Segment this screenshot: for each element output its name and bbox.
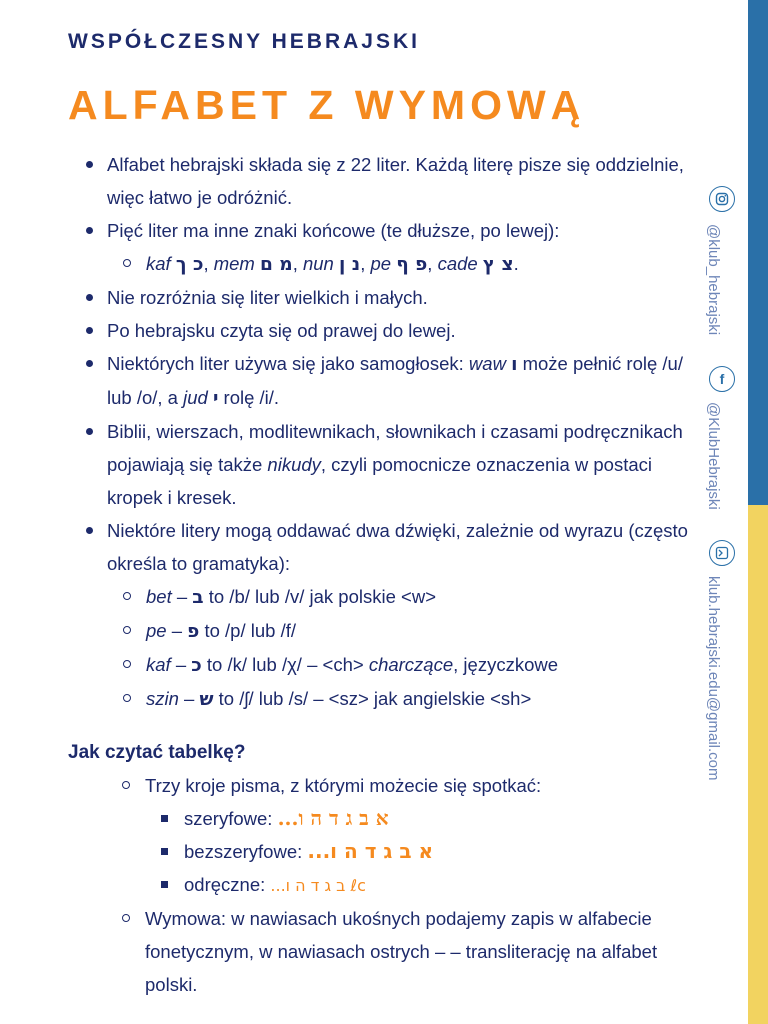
sound-desc: to /k/ lub /χ/ – <ch> bbox=[206, 654, 364, 675]
email-address[interactable]: klub.hebrajski.edu@gmail.com bbox=[705, 576, 722, 781]
section-heading: Jak czytać tabelkę? bbox=[68, 742, 246, 763]
hebrew-letter: ב bbox=[192, 587, 204, 608]
list-item bbox=[106, 902, 708, 1001]
letter-name: kaf bbox=[146, 654, 171, 675]
hebrew-letter: ו bbox=[511, 354, 518, 375]
main-content bbox=[68, 148, 708, 1001]
font-label: szeryfowe: bbox=[184, 808, 273, 829]
list-item bbox=[145, 868, 708, 902]
sound-desc: to /p/ lub /f/ bbox=[204, 620, 296, 641]
sound-desc: to /b/ lub /v/ jak polskie <w> bbox=[208, 586, 436, 607]
sidebar-blue-bar bbox=[748, 0, 768, 505]
bullet-text: rolę /i/. bbox=[218, 387, 280, 408]
bullet-text: Biblii, wierszach, modlitewnikach, słownikach i czasami podręcznikach pojawiają się także bbox=[107, 421, 683, 475]
letter-name: waw bbox=[468, 353, 506, 374]
final-name: pe bbox=[370, 253, 392, 274]
list-item: pe – פ to /p/ lub /f/ bbox=[107, 614, 708, 648]
list-item bbox=[68, 514, 708, 716]
list-item: kaf כ ך, mem מ ם, nun נ ן, pe פ ף, cade צ ץ. bbox=[107, 247, 708, 281]
letter-name: bet bbox=[146, 586, 172, 607]
instagram-handle[interactable]: @klub_hebrajski bbox=[705, 224, 722, 336]
hebrew-letters: כ ך bbox=[175, 254, 204, 275]
bullet-text: , czyli pomocnicze oznaczenia w postaci kropek i kresek. bbox=[107, 454, 653, 508]
sounds-list bbox=[107, 580, 708, 716]
fonts-list bbox=[145, 802, 708, 902]
bullet-text: Niektórych liter używa się jako samogłosek: bbox=[107, 353, 469, 374]
hebrew-letters: פ ף bbox=[396, 254, 428, 275]
list-item: szin – ש to /ʃ/ lub /s/ – <sz> jak angielskie <sh> bbox=[107, 682, 708, 716]
final-name: kaf bbox=[146, 253, 171, 274]
list-item bbox=[68, 347, 708, 415]
hebrew-letters: צ ץ bbox=[482, 254, 514, 275]
page-title: ALFABET Z WYMOWĄ bbox=[68, 82, 586, 128]
table-help-list bbox=[106, 769, 708, 1001]
bullet-text: Po hebrajsku czyta się od prawej do lewej. bbox=[107, 320, 456, 341]
hebrew-letters: נ ן bbox=[339, 254, 361, 275]
font-label: bezszeryfowe: bbox=[184, 841, 303, 862]
letter-name: szin bbox=[146, 688, 179, 709]
sound-desc: to /ʃ/ lub /s/ – <sz> jak angielskie <sh> bbox=[218, 688, 532, 709]
final-letters-list bbox=[107, 247, 708, 281]
list-item: kaf – כ to /k/ lub /χ/ – <ch> charczące, języczkowe bbox=[107, 648, 708, 682]
list-item bbox=[68, 214, 708, 281]
hebrew-letter: ש bbox=[199, 689, 214, 710]
social-sidebar bbox=[704, 180, 744, 820]
list-item bbox=[68, 148, 708, 214]
list-item bbox=[106, 769, 708, 902]
hebrew-letter: כ bbox=[191, 655, 202, 676]
final-name: nun bbox=[302, 253, 334, 274]
main-list bbox=[68, 148, 708, 716]
sound-desc-extra: , języczkowe bbox=[453, 654, 559, 675]
list-item bbox=[68, 314, 708, 347]
font-label: odręczne: bbox=[184, 874, 266, 895]
list-item bbox=[68, 281, 708, 314]
sidebar-yellow-bar bbox=[748, 505, 768, 1024]
final-name: cade bbox=[437, 253, 478, 274]
font-sample: א ב ג ד ה ו... bbox=[307, 839, 434, 863]
bullet-text: Alfabet hebrajski składa się z 22 liter. Każdą literę pisze się oddzielnie, więc łatwo je odróżnić. bbox=[107, 154, 684, 208]
bullet-text: Nie rozróżnia się liter wielkich i małych. bbox=[107, 287, 428, 308]
bullet-text: Trzy kroje pisma, z którymi możecie się spotkać: bbox=[145, 775, 542, 796]
letter-name: jud bbox=[183, 387, 208, 408]
italic-term: charczące bbox=[368, 654, 454, 675]
bullet-text: Pięć liter ma inne znaki końcowe (te dłuższe, po lewej): bbox=[107, 220, 560, 241]
font-sample: ℓc ב ג ד ה ו... bbox=[270, 876, 366, 895]
eyebrow-heading: WSPÓŁCZESNY HEBRAJSKI bbox=[68, 30, 420, 53]
list-item bbox=[68, 415, 708, 514]
bullet-text: Niektóre litery mogą oddawać dwa dźwięki, zależnie od wyrazu (często określa to gramatyka): bbox=[107, 520, 688, 574]
list-item: bet – ב to /b/ lub /v/ jak polskie <w> bbox=[107, 580, 708, 614]
list-item bbox=[145, 835, 708, 868]
bullet-text: może pełnić rolę /u/ lub /o/, a bbox=[107, 353, 683, 408]
instagram-icon[interactable] bbox=[709, 186, 735, 212]
email-icon[interactable] bbox=[709, 540, 735, 566]
list-item bbox=[145, 802, 708, 835]
hebrew-letter: י bbox=[212, 388, 219, 409]
hebrew-letters: מ ם bbox=[259, 254, 293, 275]
italic-term: nikudy bbox=[267, 454, 321, 475]
hebrew-letter: פ bbox=[187, 621, 200, 642]
final-name: mem bbox=[213, 253, 255, 274]
facebook-handle[interactable]: @KlubHebrajski bbox=[705, 402, 722, 510]
bullet-text: Wymowa: w nawiasach ukośnych podajemy zapis w alfabecie fonetycznym, w nawiasach ostrych – – transliterację na alfabet polski. bbox=[145, 908, 658, 995]
facebook-icon[interactable]: f bbox=[709, 366, 735, 392]
font-sample: א ב ג ד ה ו... bbox=[277, 806, 389, 830]
letter-name: pe bbox=[146, 620, 167, 641]
